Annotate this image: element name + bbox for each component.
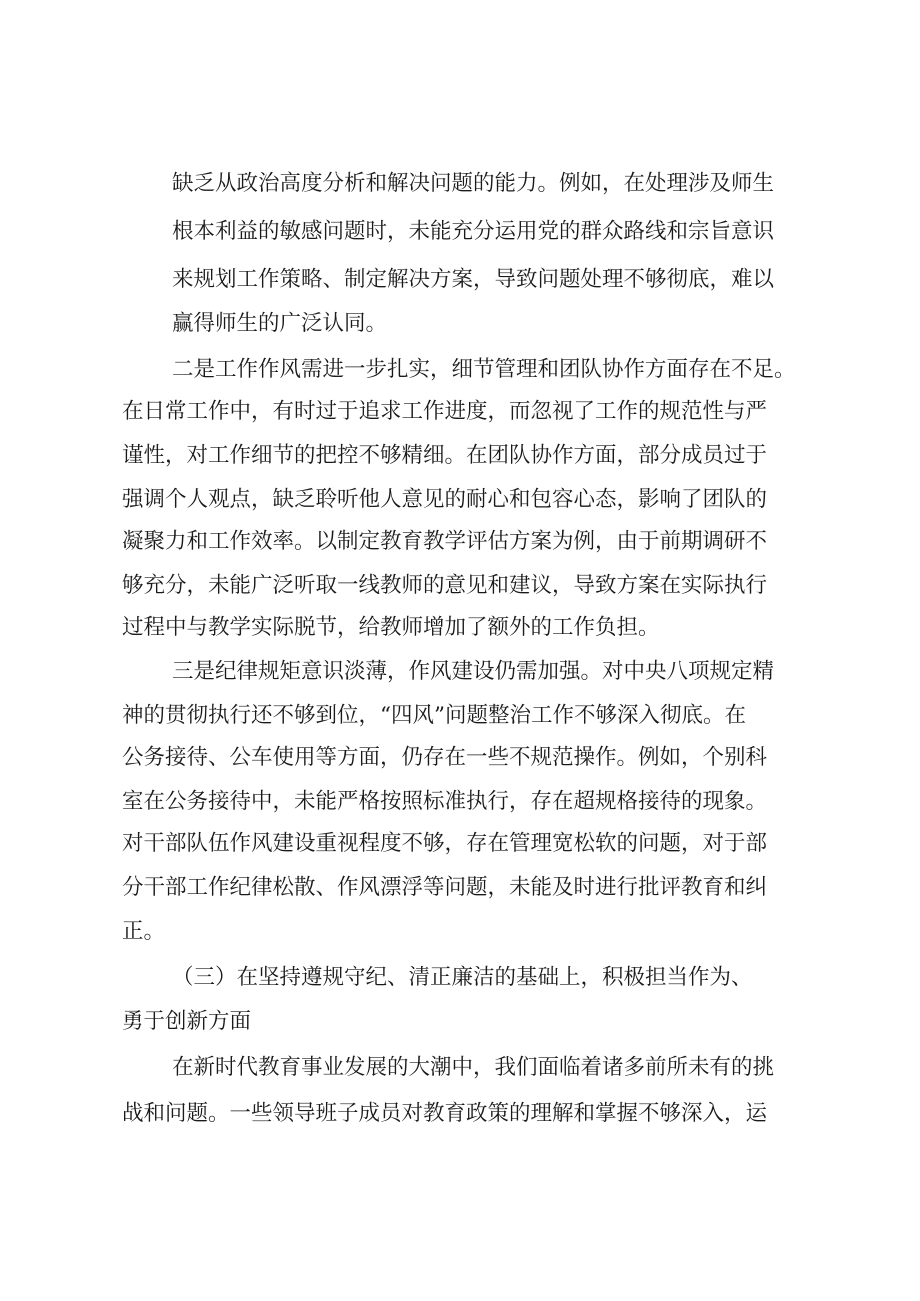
- paragraph-line: 凝聚力和工作效率。以制定教育教学评估方案为例，由于前期调研不: [122, 529, 768, 554]
- paragraph-line: 够充分，未能广泛听取一线教师的意见和建议，导致方案在实际执行: [122, 573, 768, 598]
- paragraph-line: 神的贯彻执行还不够到位，“四风”问题整治工作不够深入彻底。在: [122, 703, 746, 728]
- paragraph-line: 缺乏从政治高度分析和解决问题的能力。例如，在处理涉及师生: [172, 171, 775, 196]
- section-heading-line: 勇于创新方面: [122, 1009, 252, 1034]
- paragraph-line: 在日常工作中，有时过于追求工作进度，而忽视了工作的规范性与严: [122, 399, 768, 424]
- paragraph-line: 强调个人观点，缺乏聆听他人意见的耐心和包容心态，影响了团队的: [122, 487, 768, 512]
- paragraph-line: 公务接待、公车使用等方面，仍存在一些不规范操作。例如，个别科: [122, 745, 768, 770]
- paragraph-line: 正。: [122, 919, 166, 944]
- paragraph-line: 分干部工作纪律松散、作风漂浮等问题，未能及时进行批评教育和纠: [122, 875, 768, 900]
- paragraph-line: 战和问题。一些领导班子成员对教育政策的理解和掌握不够深入，运: [122, 1101, 768, 1126]
- paragraph-line: 过程中与教学实际脱节，给教师增加了额外的工作负担。: [122, 615, 660, 640]
- paragraph-line: 室在公务接待中，未能严格按照标准执行，存在超规格接待的现象。: [122, 789, 768, 814]
- paragraph-line: 三是纪律规矩意识淡薄，作风建设仍需加强。对中央八项规定精: [172, 659, 775, 684]
- paragraph-line: 根本利益的敏感问题时，未能充分运用党的群众路线和宗旨意识: [172, 219, 775, 244]
- paragraph-line: 赢得师生的广泛认同。: [172, 311, 388, 336]
- paragraph-line: 二是工作作风需进一步扎实，细节管理和团队协作方面存在不足。: [172, 357, 796, 382]
- paragraph-line: 谨性，对工作细节的把控不够精细。在团队协作方面，部分成员过于: [122, 443, 768, 468]
- paragraph-line: 在新时代教育事业发展的大潮中，我们面临着诸多前所未有的挑: [172, 1055, 775, 1080]
- paragraph-line: 来规划工作策略、制定解决方案，导致问题处理不够彻底，难以: [172, 267, 775, 292]
- section-heading-line: （三）在坚持遵规守纪、清正廉洁的基础上，积极担当作为、: [172, 965, 753, 990]
- paragraph-line: 对干部队伍作风建设重视程度不够，存在管理宽松软的问题，对于部: [122, 831, 768, 856]
